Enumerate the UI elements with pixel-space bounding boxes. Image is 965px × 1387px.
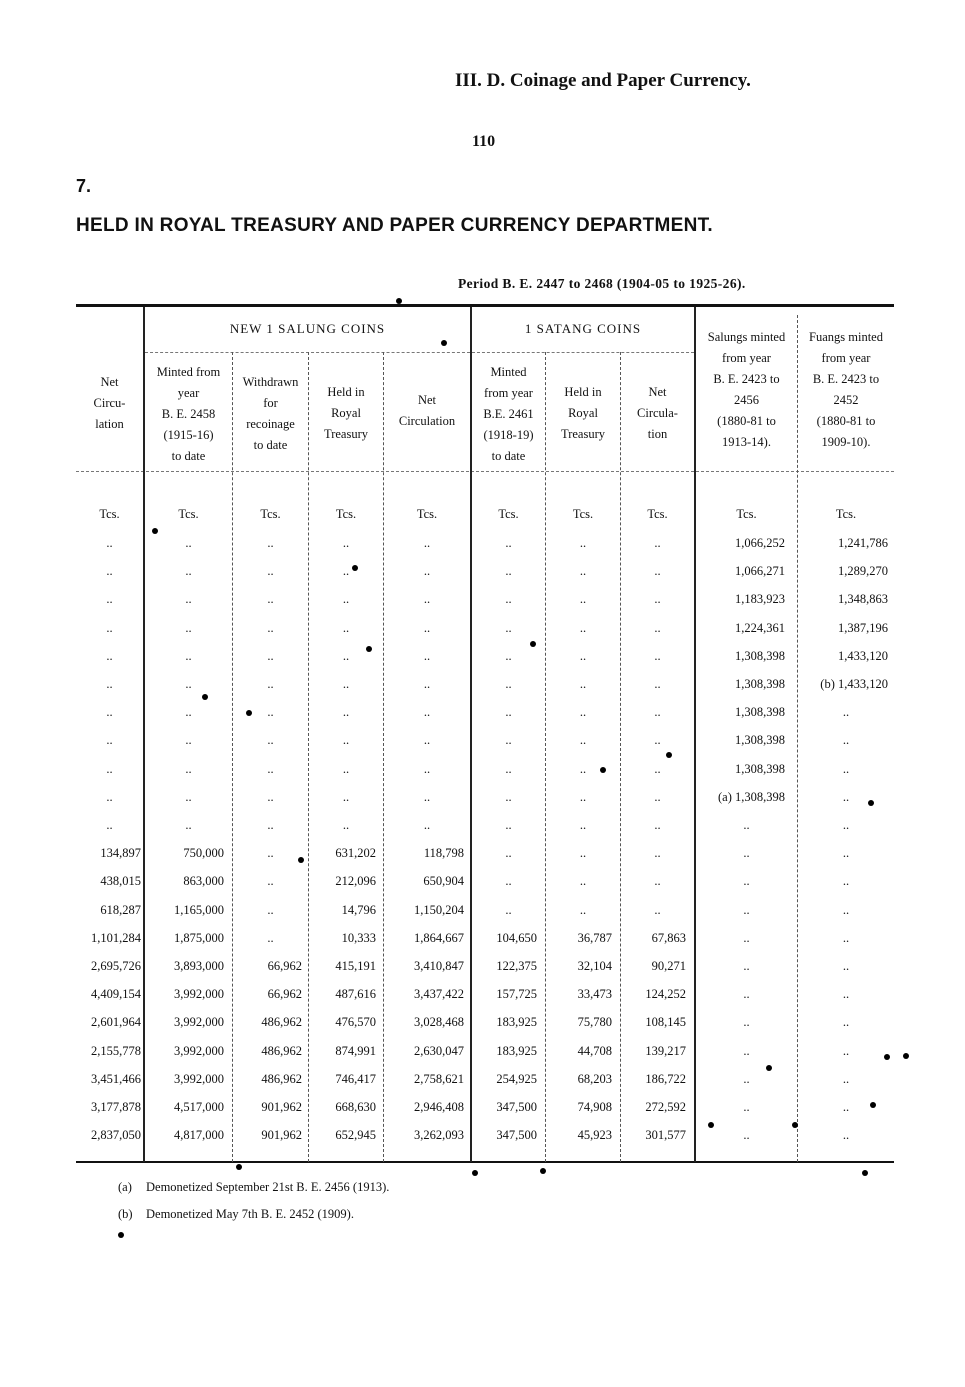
table-cell: .. — [842, 846, 850, 861]
table-cell: .. — [267, 620, 274, 635]
table-cell: .. — [654, 536, 661, 550]
table-cell: .. — [423, 592, 431, 607]
table-cell: .. — [743, 846, 750, 861]
table-cell: .. — [505, 733, 512, 748]
footnote-text: Demonetized September 21st B. E. 2456 (1913). — [146, 1180, 390, 1194]
divider-col3 — [308, 352, 309, 1162]
table-cell: 438,015 — [100, 874, 141, 889]
footnote-text: Demonetized May 7th B. E. 2452 (1909). — [146, 1207, 354, 1221]
table-cell: .. — [505, 761, 512, 776]
table-cell: .. — [842, 1128, 850, 1143]
table-cell: .. — [842, 902, 850, 917]
table-cell: 3,992,000 — [174, 1043, 224, 1058]
table-cell: .. — [423, 705, 431, 720]
table-cell: .. — [579, 564, 587, 579]
footnote — [118, 1207, 354, 1222]
print-speck — [792, 1122, 798, 1128]
table-cell: .. — [342, 818, 350, 832]
print-speck — [366, 646, 372, 652]
table-cell: .. — [267, 846, 274, 861]
table-cell: 652,945 — [335, 1128, 376, 1143]
table-cell: 4,409,154 — [91, 987, 141, 1002]
table-cell: .. — [505, 818, 512, 832]
table-cell: 4,817,000 — [174, 1128, 224, 1143]
table-cell: 901,962 — [261, 1128, 302, 1143]
table-cell: .. — [579, 592, 587, 607]
table-cell: .. — [342, 677, 350, 691]
table-cell: .. — [743, 1100, 750, 1114]
table-cell: 183,925 — [496, 1015, 537, 1030]
table-cell: 212,096 — [335, 874, 376, 889]
table-cell: 68,203 — [577, 1071, 612, 1086]
print-speck — [903, 1053, 909, 1059]
table-cell: 3,992,000 — [174, 1015, 224, 1030]
table-cell: .. — [267, 789, 274, 804]
table-cell: .. — [185, 620, 192, 635]
table-cell: 901,962 — [261, 1100, 302, 1114]
table-cell: 1,308,398 — [735, 705, 785, 720]
divider-col2 — [232, 352, 233, 1162]
table-cell: 1,348,863 — [838, 592, 888, 607]
table-cell: .. — [842, 761, 850, 776]
table-cell: 486,962 — [261, 1015, 302, 1030]
unit-label: Tcs. — [572, 507, 594, 521]
table-cell: .. — [743, 818, 750, 832]
table-cell: .. — [342, 789, 350, 804]
group-header-satang: 1 SATANG COINS — [524, 321, 642, 336]
table-cell: .. — [743, 987, 750, 1002]
table-cell: 104,650 — [496, 930, 537, 945]
table-cell: 108,145 — [645, 1015, 686, 1030]
table-cell: 1,308,398 — [735, 677, 785, 691]
table-cell: 347,500 — [496, 1128, 537, 1143]
table-cell: .. — [423, 789, 431, 804]
table-cell: .. — [654, 705, 661, 720]
table-cell: .. — [842, 874, 850, 889]
table-cell: 1,066,252 — [735, 536, 785, 550]
table-cell: .. — [267, 874, 274, 889]
table-cell: 1,308,398 — [735, 648, 785, 663]
table-cell: .. — [842, 1043, 850, 1058]
table-cell: .. — [505, 874, 512, 889]
table-cell: 157,725 — [496, 987, 537, 1002]
divider-col4 — [383, 352, 384, 1162]
divider-col6 — [545, 352, 546, 1162]
table-cell: .. — [743, 1043, 750, 1058]
table-cell: .. — [342, 620, 350, 635]
column-header-3: Withdrawn for recoinage to date — [242, 375, 299, 452]
table-cell: 2,155,778 — [91, 1043, 141, 1058]
table-cell: 272,592 — [645, 1100, 686, 1114]
table-cell: .. — [267, 818, 274, 832]
table-cell: .. — [654, 564, 661, 579]
unit-label: Tcs. — [835, 507, 857, 521]
table-cell: 874,991 — [335, 1043, 376, 1058]
table-cell: 3,177,878 — [91, 1100, 141, 1114]
table-cell: .. — [842, 1015, 850, 1030]
table-cell: .. — [654, 818, 661, 832]
table-cell: .. — [505, 564, 512, 579]
print-speck — [884, 1054, 890, 1060]
table-cell: 668,630 — [335, 1100, 376, 1114]
table-cell: .. — [106, 648, 113, 663]
table-cell: .. — [579, 677, 587, 691]
print-speck — [862, 1170, 868, 1176]
table-cell: .. — [106, 733, 113, 748]
table-cell: .. — [743, 959, 750, 973]
table-cell: .. — [267, 648, 274, 663]
table-cell: .. — [106, 592, 113, 607]
table-cell: 66,962 — [267, 959, 302, 973]
table-cell: .. — [654, 874, 661, 889]
table-cell: .. — [743, 1128, 750, 1143]
table-cell: 1,101,284 — [91, 930, 141, 945]
table-cell: .. — [267, 564, 274, 579]
table-cell: 186,722 — [645, 1071, 686, 1086]
table-cell: .. — [579, 902, 587, 917]
table-cell: .. — [579, 536, 587, 550]
table-cell: 2,758,621 — [414, 1071, 464, 1086]
table-cell: 486,962 — [261, 1043, 302, 1058]
table-cell: 2,946,408 — [414, 1100, 464, 1114]
table-cell: .. — [267, 761, 274, 776]
table-cell: 746,417 — [335, 1071, 376, 1086]
table-cell: .. — [106, 705, 113, 720]
table-cell: 33,473 — [577, 987, 612, 1002]
print-speck — [352, 565, 358, 571]
table-cell: 301,577 — [645, 1128, 686, 1143]
table-cell: .. — [106, 789, 113, 804]
table-cell: .. — [423, 648, 431, 663]
group-rule-satang — [472, 352, 694, 353]
table-number: 7. — [76, 176, 92, 196]
table-cell: 66,962 — [267, 987, 302, 1002]
print-speck — [441, 340, 447, 346]
table-cell: 415,191 — [335, 959, 376, 973]
print-speck — [540, 1168, 546, 1174]
table-cell: .. — [743, 1071, 750, 1086]
table-cell: .. — [505, 536, 512, 550]
table-cell: 75,780 — [577, 1015, 612, 1030]
table-cell: .. — [654, 592, 661, 607]
table-cell: .. — [842, 987, 850, 1002]
table-cell: .. — [267, 902, 274, 917]
table-cell: 1,308,398 — [735, 733, 785, 748]
column-header-10: Fuangs minted from year B. E. 2423 to 2452 (1880-81 to 1909-10). — [809, 330, 883, 449]
footnote — [118, 1180, 389, 1195]
table-cell: 2,695,726 — [91, 959, 141, 973]
table-cell: 44,708 — [577, 1043, 612, 1058]
table-cell: .. — [185, 761, 192, 776]
table-cell: .. — [185, 536, 192, 550]
table-cell: .. — [842, 1100, 850, 1114]
table-cell: .. — [654, 648, 661, 663]
table-cell: .. — [579, 648, 587, 663]
table-cell: 1,875,000 — [174, 930, 224, 945]
table-cell: .. — [579, 620, 587, 635]
table-cell: 3,437,422 — [414, 987, 464, 1002]
table-cell: 139,217 — [645, 1043, 686, 1058]
table-cell: 347,500 — [496, 1100, 537, 1114]
table-cell: 486,962 — [261, 1071, 302, 1086]
table-cell: 67,863 — [651, 930, 686, 945]
column-header-4: Held in Royal Treasury — [324, 385, 368, 441]
table-cell: .. — [579, 789, 587, 804]
table-cell: .. — [342, 705, 350, 720]
table-cell: 3,893,000 — [174, 959, 224, 973]
print-speck — [530, 641, 536, 647]
table-cell: .. — [654, 733, 661, 748]
table-cell: .. — [106, 818, 113, 832]
table-cell: .. — [106, 564, 113, 579]
print-speck — [766, 1065, 772, 1071]
table-cell: .. — [185, 648, 192, 663]
table-cell: .. — [185, 564, 192, 579]
table-cell: 36,787 — [577, 930, 612, 945]
table-cell: 1,289,270 — [838, 564, 888, 579]
table-cell: .. — [106, 536, 113, 550]
table-cell: .. — [505, 677, 512, 691]
table-cell: .. — [423, 536, 431, 550]
table-cell: .. — [505, 592, 512, 607]
unit-label: Tcs. — [416, 507, 438, 521]
unit-label: Tcs. — [736, 507, 757, 521]
table-cell: 3,992,000 — [174, 987, 224, 1002]
table-cell: .. — [185, 705, 192, 720]
table-cell: .. — [743, 1015, 750, 1030]
print-speck — [236, 1164, 242, 1170]
table-cell: 134,897 — [100, 846, 141, 861]
unit-label: Tcs. — [498, 507, 519, 521]
table-cell: .. — [842, 959, 850, 973]
table-cell: .. — [743, 930, 750, 945]
table-cell: 4,517,000 — [174, 1100, 224, 1114]
divider-col7 — [620, 352, 621, 1162]
table-cell: 487,616 — [335, 987, 376, 1002]
table-cell: .. — [185, 789, 192, 804]
table-cell: .. — [579, 846, 587, 861]
table-cell: .. — [743, 874, 750, 889]
print-speck — [246, 710, 252, 716]
table-cell: 1,066,271 — [735, 564, 785, 579]
header-rule — [76, 471, 894, 472]
table-cell: .. — [579, 874, 587, 889]
column-header-9: Salungs minted from year B. E. 2423 to 2456 (1880-81 to 1913-14). — [707, 330, 786, 449]
table-cell: .. — [743, 902, 750, 917]
table-cell: .. — [423, 564, 431, 579]
table-cell: 863,000 — [183, 874, 224, 889]
table-cell: .. — [505, 789, 512, 804]
table-cell: 1,150,204 — [414, 902, 464, 917]
print-speck — [868, 800, 874, 806]
table-cell: .. — [423, 620, 431, 635]
table-cell: .. — [842, 789, 850, 804]
table-cell: (a) 1,308,398 — [718, 789, 785, 804]
table-cell: .. — [106, 677, 113, 691]
table-cell: 1,387,196 — [838, 620, 888, 635]
table-cell: .. — [106, 620, 113, 635]
table-cell: .. — [579, 818, 587, 832]
table-cell: .. — [579, 705, 587, 720]
table-cell: 3,028,468 — [414, 1015, 464, 1030]
table-cell: .. — [423, 761, 431, 776]
table-cell: 32,104 — [577, 959, 612, 973]
table-cell: 618,287 — [100, 902, 141, 917]
table-cell: 10,333 — [341, 930, 376, 945]
table-cell: 1,183,923 — [735, 592, 785, 607]
table-cell: 14,796 — [341, 902, 376, 917]
table-cell: .. — [505, 846, 512, 861]
print-speck — [472, 1170, 478, 1176]
column-header-5: Net Circulation — [398, 393, 456, 428]
table-cell: .. — [505, 705, 512, 720]
print-speck — [870, 1102, 876, 1108]
table-cell: 3,262,093 — [414, 1128, 464, 1143]
unit-label: Tcs. — [260, 507, 281, 521]
table-cell: .. — [842, 733, 850, 748]
period-caption: Period B. E. 2447 to 2468 (1904-05 to 1925-26). — [458, 276, 746, 291]
table-cell: 631,202 — [335, 846, 376, 861]
table-cell: 2,837,050 — [91, 1128, 141, 1143]
bottom-rule — [76, 1161, 894, 1163]
column-header-6: Minted from year B.E. 2461 (1918-19) to date — [483, 365, 534, 463]
table-cell: 254,925 — [496, 1071, 537, 1086]
table-cell: .. — [842, 705, 850, 720]
table-cell: (b) 1,433,120 — [820, 677, 888, 691]
footnote-mark: (b) — [118, 1207, 133, 1221]
table-cell: 2,601,964 — [91, 1015, 141, 1030]
table-cell: 3,992,000 — [174, 1071, 224, 1086]
table-cell: .. — [106, 761, 113, 776]
table-cell: .. — [185, 677, 192, 691]
table-cell: .. — [842, 1071, 850, 1086]
column-header-2: Minted from year B. E. 2458 (1915-16) to date — [156, 365, 221, 463]
table-cell: .. — [505, 620, 512, 635]
table-cell: 1,864,667 — [414, 930, 464, 945]
table-cell: .. — [654, 620, 661, 635]
table-cell: .. — [267, 677, 274, 691]
table-cell: 1,308,398 — [735, 761, 785, 776]
table-cell: 183,925 — [496, 1043, 537, 1058]
table-cell: .. — [423, 818, 431, 832]
table-cell: 124,252 — [645, 987, 686, 1002]
table-cell: .. — [654, 677, 661, 691]
table-cell: 90,271 — [651, 959, 686, 973]
table-cell: 3,451,466 — [91, 1071, 141, 1086]
table-cell: 74,908 — [577, 1100, 612, 1114]
table-cell: .. — [185, 733, 192, 748]
column-header-7: Held in Royal Treasury — [561, 385, 605, 441]
table-cell: .. — [842, 818, 850, 832]
print-speck — [396, 298, 402, 304]
print-speck — [152, 528, 158, 534]
table-cell: 122,375 — [496, 959, 537, 973]
table-cell: .. — [505, 648, 512, 663]
table-cell: .. — [842, 930, 850, 945]
table-cell: .. — [654, 789, 661, 804]
table-cell: .. — [423, 677, 431, 691]
table-cell: .. — [579, 761, 587, 776]
table-cell: .. — [267, 592, 274, 607]
table-cell: 1,241,786 — [838, 536, 888, 550]
unit-label: Tcs. — [178, 507, 199, 521]
table-cell: .. — [342, 564, 350, 579]
table-cell: .. — [654, 902, 661, 917]
table-cell: .. — [342, 536, 350, 550]
table-cell: .. — [267, 733, 274, 748]
table-cell: 1,433,120 — [838, 648, 888, 663]
table-cell: 750,000 — [183, 846, 224, 861]
table-cell: 476,570 — [335, 1015, 376, 1030]
table-cell: .. — [423, 733, 431, 748]
print-speck — [666, 752, 672, 758]
page-number: 110 — [472, 133, 496, 150]
table-cell: .. — [185, 592, 192, 607]
table-cell: .. — [185, 818, 192, 832]
print-speck — [118, 1232, 124, 1238]
table-cell: 118,798 — [423, 846, 464, 861]
table-cell: .. — [267, 536, 274, 550]
unit-label: Tcs. — [647, 507, 668, 521]
table-cell: 45,923 — [577, 1128, 612, 1143]
table-cell: .. — [654, 846, 661, 861]
table-cell: 3,410,847 — [414, 959, 464, 973]
print-speck — [298, 857, 304, 863]
table-cell: 2,630,047 — [414, 1043, 464, 1058]
table-cell: .. — [579, 733, 587, 748]
table-cell: 650,904 — [423, 874, 464, 889]
column-header-8: Net Circula- tion — [637, 385, 678, 441]
table-cell: .. — [505, 902, 512, 917]
top-rule — [76, 304, 894, 307]
print-speck — [600, 767, 606, 773]
footnote-mark: (a) — [118, 1180, 132, 1194]
section-header: III. D. Coinage and Paper Currency. — [455, 70, 751, 91]
table-cell: .. — [267, 930, 274, 945]
table-cell: .. — [267, 705, 274, 720]
table-cell: 1,165,000 — [174, 902, 224, 917]
print-speck — [708, 1122, 714, 1128]
unit-label: Tcs. — [99, 507, 120, 521]
unit-label: Tcs. — [335, 507, 357, 521]
table-cell: .. — [654, 761, 661, 776]
table-title: HELD IN ROYAL TREASURY AND PAPER CURRENCY DEPARTMENT. — [76, 215, 713, 236]
group-header-salung: NEW 1 SALUNG COINS — [229, 321, 386, 336]
table-cell: .. — [342, 648, 350, 663]
print-speck — [202, 694, 208, 700]
column-header-1: Net Circu- lation — [93, 375, 126, 431]
table-cell: .. — [342, 761, 350, 776]
table-cell: .. — [342, 733, 350, 748]
table-cell: .. — [342, 592, 350, 607]
table-cell: 1,224,361 — [735, 620, 785, 635]
